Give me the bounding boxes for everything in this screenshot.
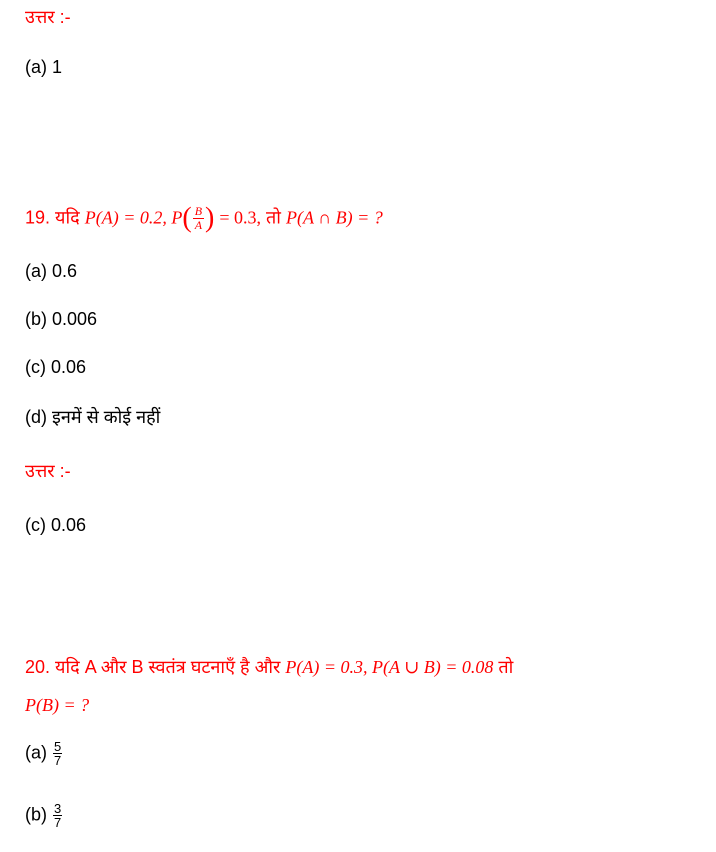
- question-19-expr2: = 0.3,: [219, 207, 262, 228]
- question-20-line1: [25, 656, 513, 678]
- fraction-denominator: 7: [54, 753, 62, 768]
- option-20-a-label: (a): [25, 742, 47, 763]
- fraction-numerator: 5: [54, 739, 62, 754]
- question-19-expr1: P(A) = 0.2, P: [84, 207, 183, 228]
- fraction-numerator: 3: [54, 801, 62, 816]
- question-20-expr1: P(A) = 0.3, P(A ∪ B) = 0.08: [285, 657, 494, 677]
- answer-q18: (a) 1: [25, 57, 63, 77]
- question-20-number: 20.: [25, 657, 51, 677]
- question-19-fraction: [193, 205, 204, 232]
- answer-label-q19: उत्तर :-: [25, 461, 71, 481]
- fraction-denominator: A: [194, 218, 203, 232]
- question-19-lead: यदि: [55, 207, 80, 228]
- question-20-then: तो: [498, 657, 514, 677]
- question-20-line2: [25, 694, 89, 716]
- answer-q19: (c) 0.06: [25, 515, 87, 535]
- option-20-a: [25, 740, 62, 767]
- question-19-then: तो: [266, 207, 281, 228]
- question-19-number: 19.: [25, 207, 51, 228]
- fraction-denominator: 7: [54, 815, 62, 830]
- fraction-numerator: B: [194, 204, 203, 218]
- question-20-text: यदि A और B स्वतंत्र घटनाएँ है और: [55, 657, 281, 677]
- answer-label-q18: उत्तर :-: [25, 7, 71, 27]
- question-19: 19. यदि P(A) = 0.2, P( $\frac{B}{A}$ ) = 0.3, तो P(A ∩ B) = ?: [25, 202, 383, 234]
- question-20-expr2: P(B) = ?: [25, 695, 90, 715]
- option-20-a-fraction: [53, 740, 62, 767]
- option-19-d: (d) इनमें से कोई नहीं: [25, 407, 161, 427]
- question-19-expr3: P(A ∩ B) = ?: [286, 207, 383, 228]
- option-20-b-label: (b): [25, 804, 47, 825]
- option-20-b-fraction: [53, 802, 62, 829]
- option-19-b: (b) 0.006: [25, 309, 98, 329]
- option-19-c: (c) 0.06: [25, 357, 87, 377]
- option-19-a: (a) 0.6: [25, 261, 78, 281]
- option-20-b: [25, 802, 62, 829]
